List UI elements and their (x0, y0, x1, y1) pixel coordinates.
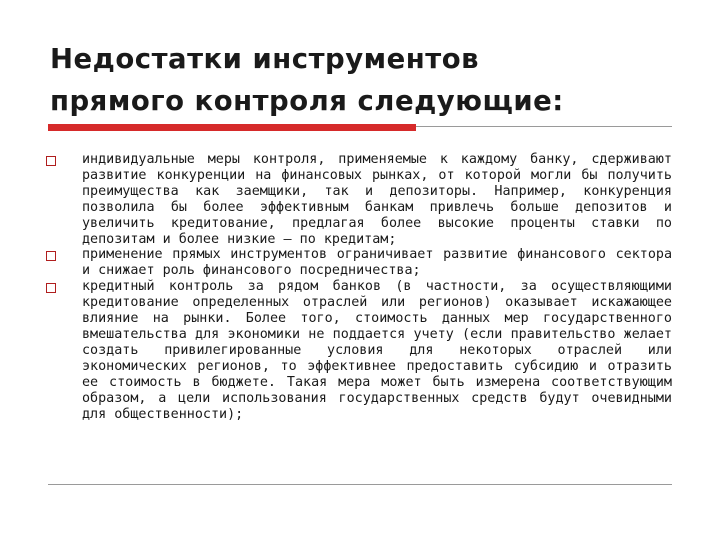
slide-title-line-1: Недостатки инструментов (50, 43, 479, 75)
list-item-text: индивидуальные меры контроля, применяемые к каждому банку, сдерживают развитие конкуренции на финансовых рынках, от которой могли бы получить преимущества как заемщики, так и депозиторы. Например, конкуренция позволила бы более эффективным банкам привлечь больше депозитов и увеличить кредитование, предлагая более высокие проценты ставки по депозитам и более низкие – по кредитам; (82, 152, 672, 247)
list-item-text: кредитный контроль за рядом банков (в частности, за осуществляющими кредитование определенных отраслей или регионов) оказывает искажающее влияние на рынки. Более того, стоимость данных мер государственного вмешательства для экономики не поддается учету (если правительство желает создать привилегированные условия для некоторых отраслей или экономических регионов, то эффективнее предоставить субсидию и отразить ее стоимость в бюджете. Такая мера может быть измерена соответствующим образом, а цели использования государственных средств будут очевидными для общественности); (82, 279, 672, 422)
hollow-square-bullet-icon (46, 156, 56, 166)
list-item-text: применение прямых инструментов ограничивает развитие финансового сектора и снижает роль финансового посредничества; (82, 247, 672, 279)
list-item (46, 247, 672, 279)
list-item (46, 152, 672, 247)
bullet-list (46, 152, 672, 422)
footer-divider-line (48, 484, 672, 485)
slide-title-line-2: прямого контроля следующие: (50, 85, 564, 117)
list-item (46, 279, 672, 422)
hollow-square-bullet-icon (46, 283, 56, 293)
slide-title (50, 38, 670, 122)
hollow-square-bullet-icon (46, 251, 56, 261)
title-accent-bar (48, 124, 416, 131)
